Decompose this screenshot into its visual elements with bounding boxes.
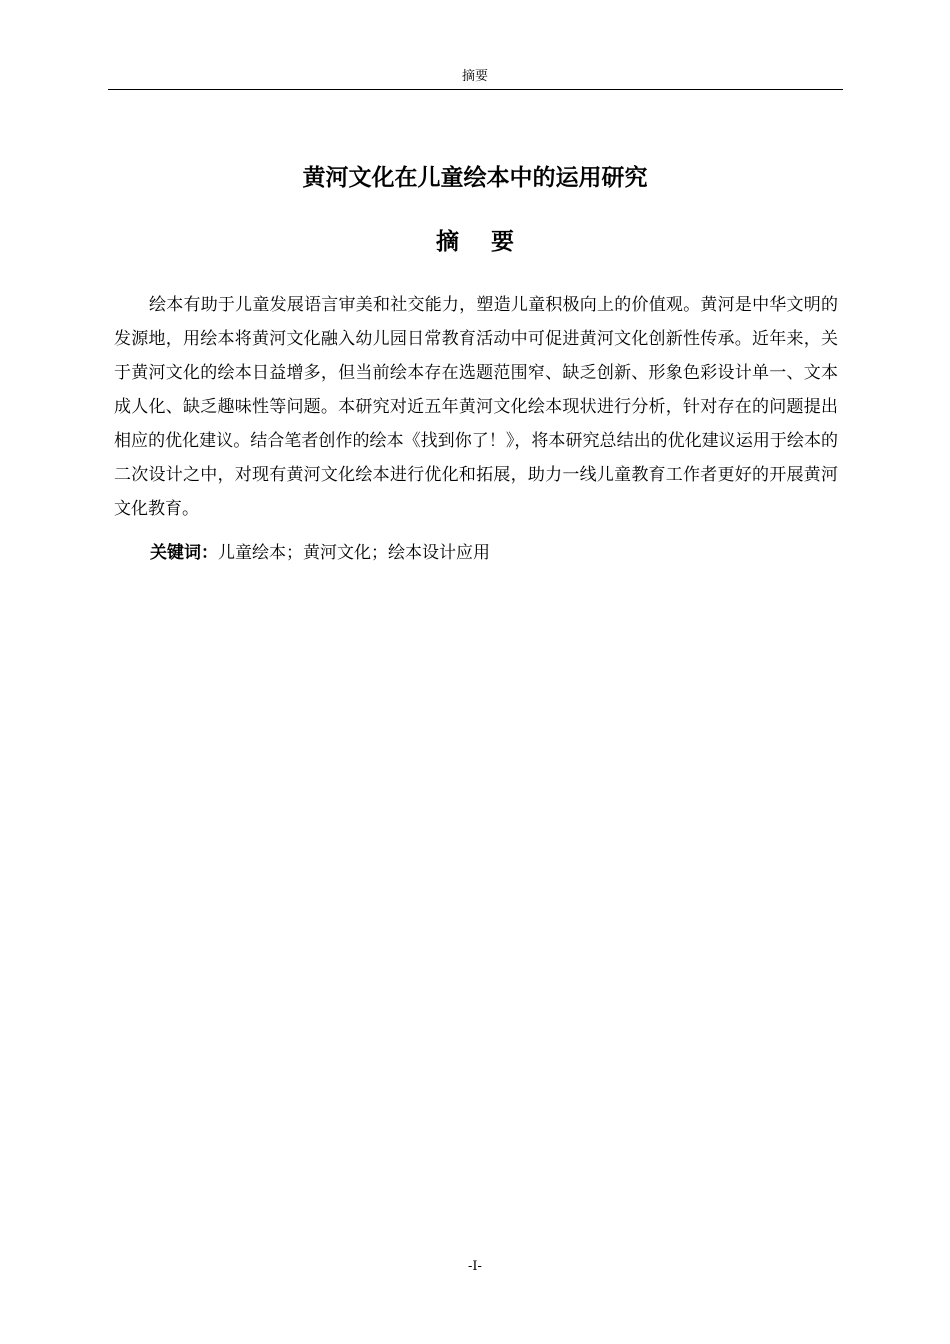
abstract-body: 绘本有助于儿童发展语言审美和社交能力，塑造儿童积极向上的价值观。黄河是中华文明的发源地，用绘本将黄河文化融入幼儿园日常教育活动中可促进黄河文化创新性传承。近年来，关于黄河文化的绘本日益增多，但当前绘本存在选题范围窄、缺乏创新、形象色彩设计单一、文本成人化、缺乏趣味性等问题。本研究对近五年黄河文化绘本现状进行分析，针对存在的问题提出相应的优化建议。结合笔者创作的绘本《找到你了！》，将本研究总结出的优化建议运用于绘本的二次设计之中，对现有黄河文化绘本进行优化和拓展，助力一线儿童教育工作者更好的开展黄河文化教育。 [114,295,838,519]
running-header: 摘要 [461,69,488,84]
page-number: -I- [468,1259,482,1274]
keywords-label: 关键词： [150,543,218,563]
abstract-heading: 摘 要 [435,229,526,255]
keywords-text: 儿童绘本；黄河文化；绘本设计应用 [218,543,490,563]
keywords-line [150,537,840,569]
header-rule [108,89,843,90]
thesis-title: 黄河文化在儿童绘本中的运用研究 [302,165,648,191]
